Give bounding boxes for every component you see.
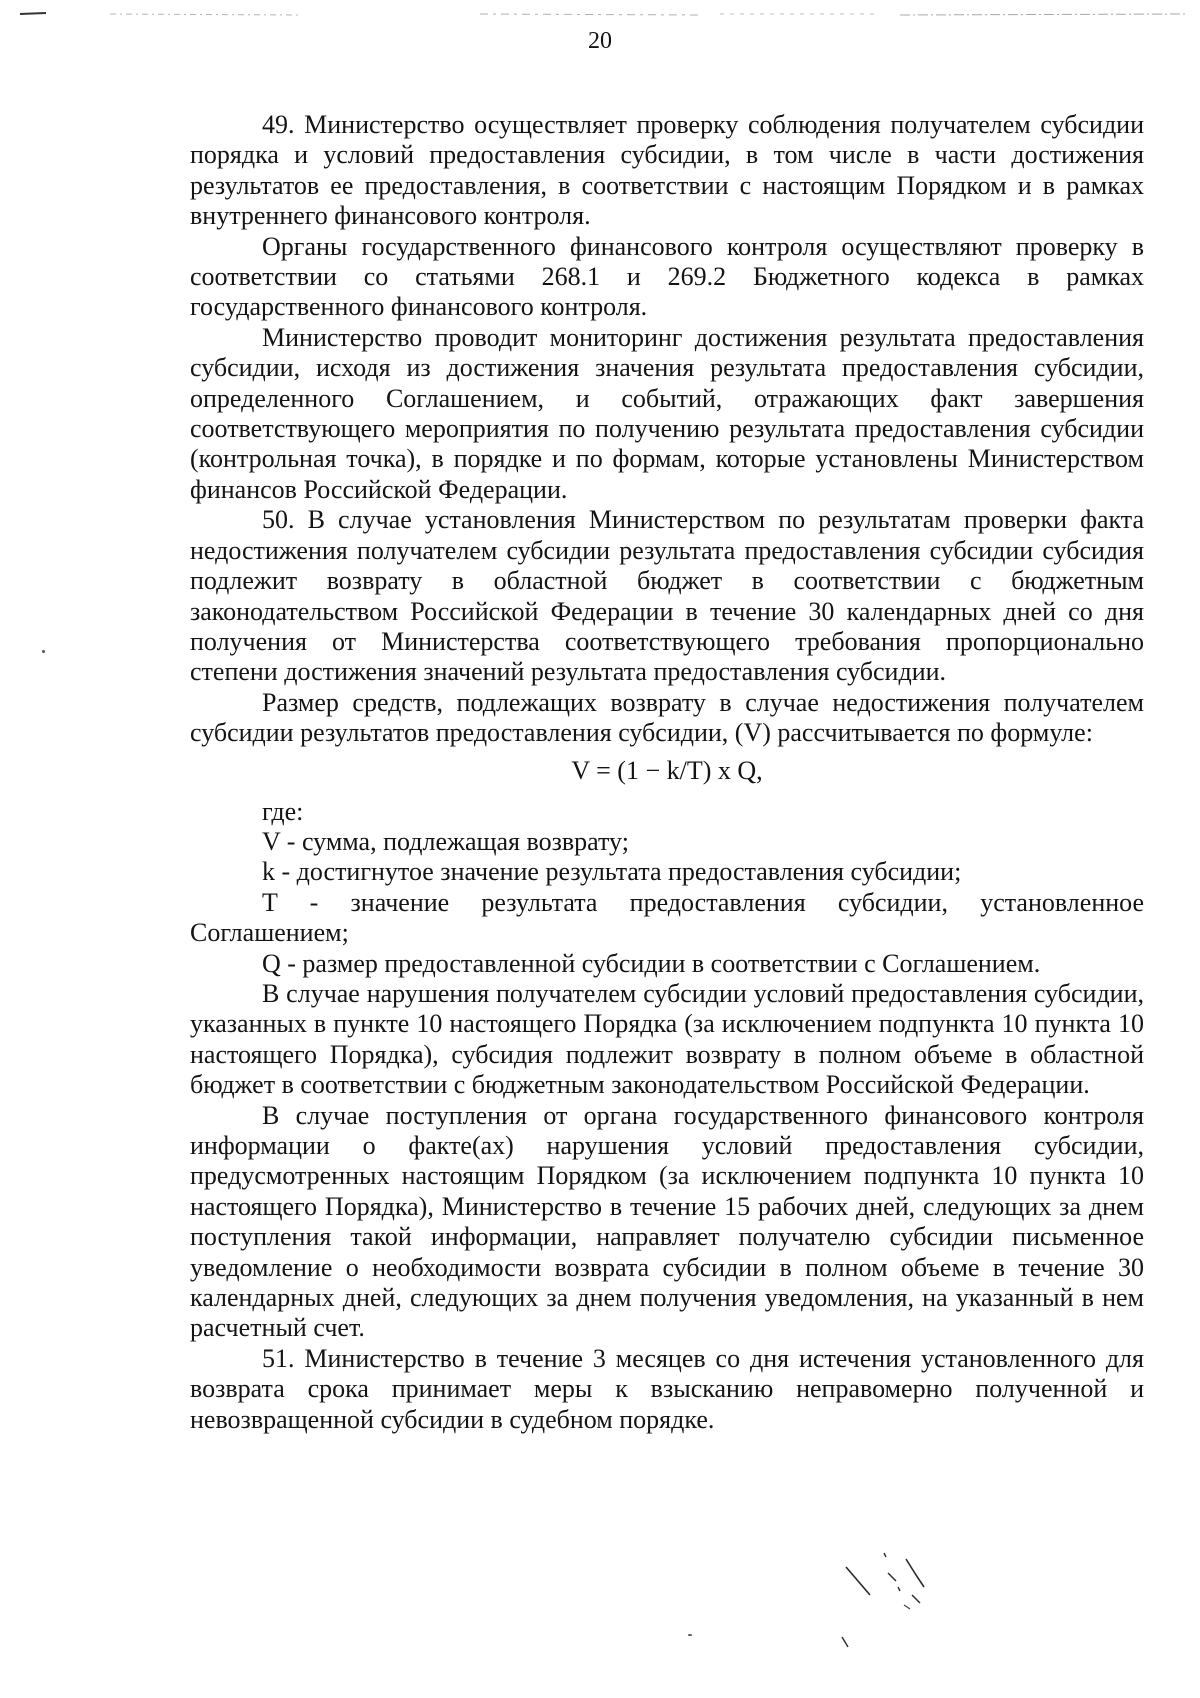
paragraph-51: 51. Министерство в течение 3 месяцев со дня истечения установленного для возврата срока принимает меры к взысканию неправомерно полученной и невозвращенной субсидии в судебном порядке. bbox=[190, 1343, 1144, 1434]
page-number: 20 bbox=[588, 28, 612, 54]
paragraph-control-bodies: Органы государственного финансового контроля осуществляют проверку в соответствии со статьями 268.1 и 269.2 Бюджетного кодекса в рамках государственного финансового контроля. bbox=[190, 231, 1144, 322]
definition-v: V - сумма, подлежащая возврату; bbox=[262, 826, 629, 856]
paragraph-50: 50. В случае установления Министерством по результатам проверки факта недостижения получателем субсидии результата предоставления субсидии субсидия подлежит возврату в областной бюджет в соответствии с бюджетным законодательством Российской Федерации в течение 30 календарных дней со дня получения от Министерства соответствующего требования пропорционально степени достижения значений результата предоставления субсидии. bbox=[190, 505, 1144, 687]
refund-formula: V = (1 − k/T) x Q, bbox=[571, 755, 763, 785]
scan-speck bbox=[688, 1634, 692, 1636]
paragraph-control-info: В случае поступления от органа государственного финансового контроля информации о факте(ах) нарушения условий предоставления субсидии, предусмотренных настоящим Порядком (за исключением подпункта 10 пункта 10 настоящего Порядка), Министерство в течение 15 рабочих дней, следующих за днем поступления такой информации, направляет получателю субсидии письменное уведомление о необходимости возврата субсидии в полном объеме в течение 30 календарных дней, следующих за днем получения уведомления, на указанный в нем расчетный счет. bbox=[190, 1100, 1144, 1343]
paragraph-49: 49. Министерство осуществляет проверку соблюдения получателем субсидии порядка и условий предоставления субсидии, в том числе в части достижения результатов ее предоставления, в соответствии с настоящим Порядком и в рамках внутреннего финансового контроля. bbox=[190, 110, 1144, 231]
definition-q: Q - размер предоставленной субсидии в соответствии с Соглашением. bbox=[262, 948, 1041, 978]
signature-mark bbox=[840, 1545, 1000, 1675]
scan-speck bbox=[42, 650, 45, 653]
definition-k: k - достигнутое значение результата предоставления субсидии; bbox=[262, 857, 962, 887]
definition-t: T - значение результата предоставления субсидии, установленное Соглашением; bbox=[190, 887, 1144, 948]
document-body bbox=[190, 110, 1144, 1435]
paragraph-monitoring: Министерство проводит мониторинг достижения результата предоставления субсидии, исходя из достижения значения результата предоставления субсидии, определенного Соглашением, и событий, отражающих факт завершения соответствующего мероприятия по получению результата предоставления субсидии (контрольная точка), в порядке и по формам, которые установлены Министерством финансов Российской Федерации. bbox=[190, 322, 1144, 504]
paragraph-violation: В случае нарушения получателем субсидии условий предоставления субсидии, указанных в пункте 10 настоящего Порядка (за исключением подпункта 10 пункта 10 настоящего Порядка), субсидия подлежит возврату в полном объеме в областной бюджет в соответствии с бюджетным законодательством Российской Федерации. bbox=[190, 978, 1144, 1100]
paragraph-refund-size: Размер средств, подлежащих возврату в случае недостижения получателем субсидии результатов предоставления субсидии, (V) рассчитывается по формуле: bbox=[190, 687, 1144, 748]
definition-where: где: bbox=[262, 796, 304, 826]
